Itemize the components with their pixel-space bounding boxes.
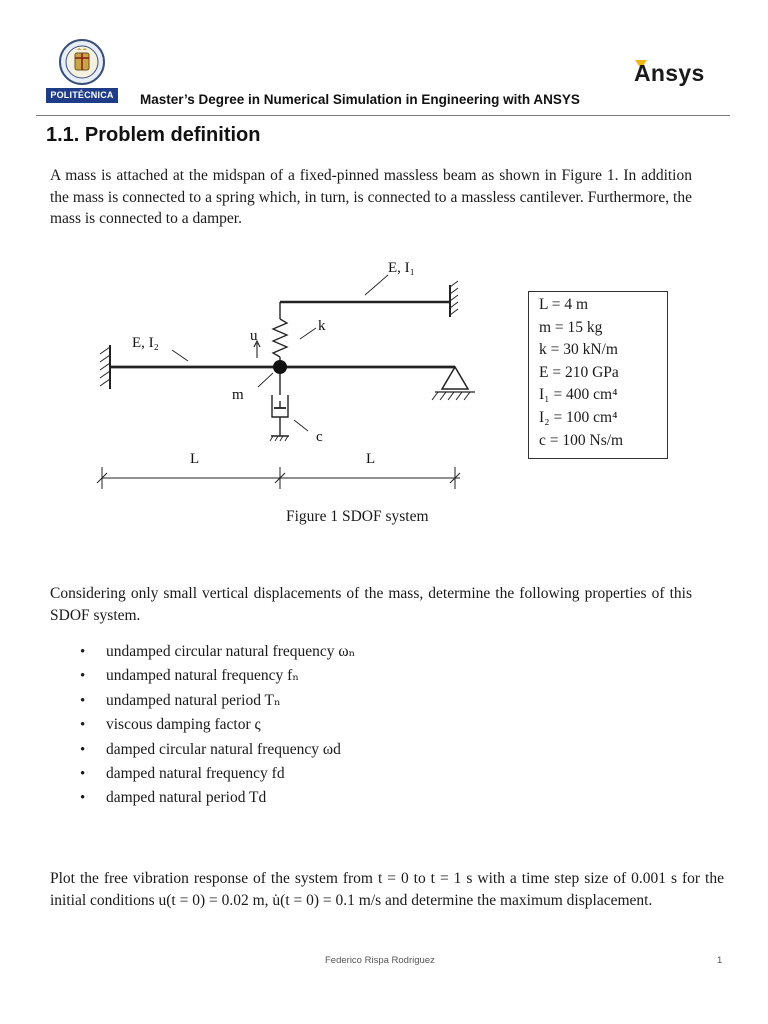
parameter-item: E = 210 GPa [539,363,619,381]
label-k: k [318,318,326,334]
label-m: m [232,387,244,403]
section-title: 1.1. Problem definition [46,124,261,146]
label-l-right: L [366,451,376,467]
label-l-left: L [190,451,200,467]
university-seal-logo [58,38,106,86]
intro-paragraph: A mass is attached at the midspan of a fixed-pinned massless beam as shown in Figure 1. In addition the mass is connected to a spring which, in turn, is connected to a massless cantilever. Furthermore, the mass is connected to a damper. [50,167,692,227]
footer-author: Federico Rispa Rodriguez [325,955,435,966]
cantilever-wall-hatch [450,281,458,315]
header-title: Master’s Degree in Numerical Simulation in Engineering with ANSYS [140,92,580,107]
parameter-item: I₂ = 100 cm⁴ [539,408,618,426]
parameter-item: I₁ = 400 cm⁴ [539,386,618,404]
sdof-system-figure [80,245,480,500]
consider-paragraph: Considering only small vertical displacements of the mass, determine the following properties of this SDOF system. [50,585,692,624]
university-banner: POLITÉCNICA [46,88,118,103]
spring [273,319,287,357]
label-ei1: E, I₁ [388,260,415,276]
fixed-support-hatch [100,347,110,386]
list-item: • damped circular natural frequency ωd [80,738,355,762]
list-item: • viscous damping factor ς [80,713,355,737]
label-c: c [316,429,323,445]
label-ei2: E, I₂ [132,335,159,351]
list-item: • undamped natural period Tₙ [80,689,355,713]
mass-point [273,360,287,374]
list-item: • undamped natural frequency fₙ [80,664,355,688]
pinned-support [442,367,468,389]
plot-paragraph: Plot the free vibration response of the system from t = 0 to t = 1 s with a time step size of 0.001 s for the initial conditions u(t = 0) = 0.02 m, u̇(t = 0) = 0.1 m/s and determine the maximum displacement. [50,870,724,909]
list-item: • damped natural frequency fd [80,762,355,786]
ansys-logo: Ansys [634,60,705,86]
parameter-item: L = 4 m [539,296,589,313]
figure-caption: Figure 1 SDOF system [286,508,429,525]
page-number: 1 [717,955,723,966]
properties-list [80,640,355,811]
parameters-box [528,291,668,459]
parameter-item: m = 15 kg [539,318,603,336]
parameter-item: k = 30 kN/m [539,341,618,359]
header-divider [36,115,730,116]
parameter-item: c = 100 Ns/m [539,431,624,449]
list-item: • undamped circular natural frequency ωₙ [80,640,355,664]
label-u: u [250,328,258,344]
list-item: • damped natural period Td [80,786,355,810]
